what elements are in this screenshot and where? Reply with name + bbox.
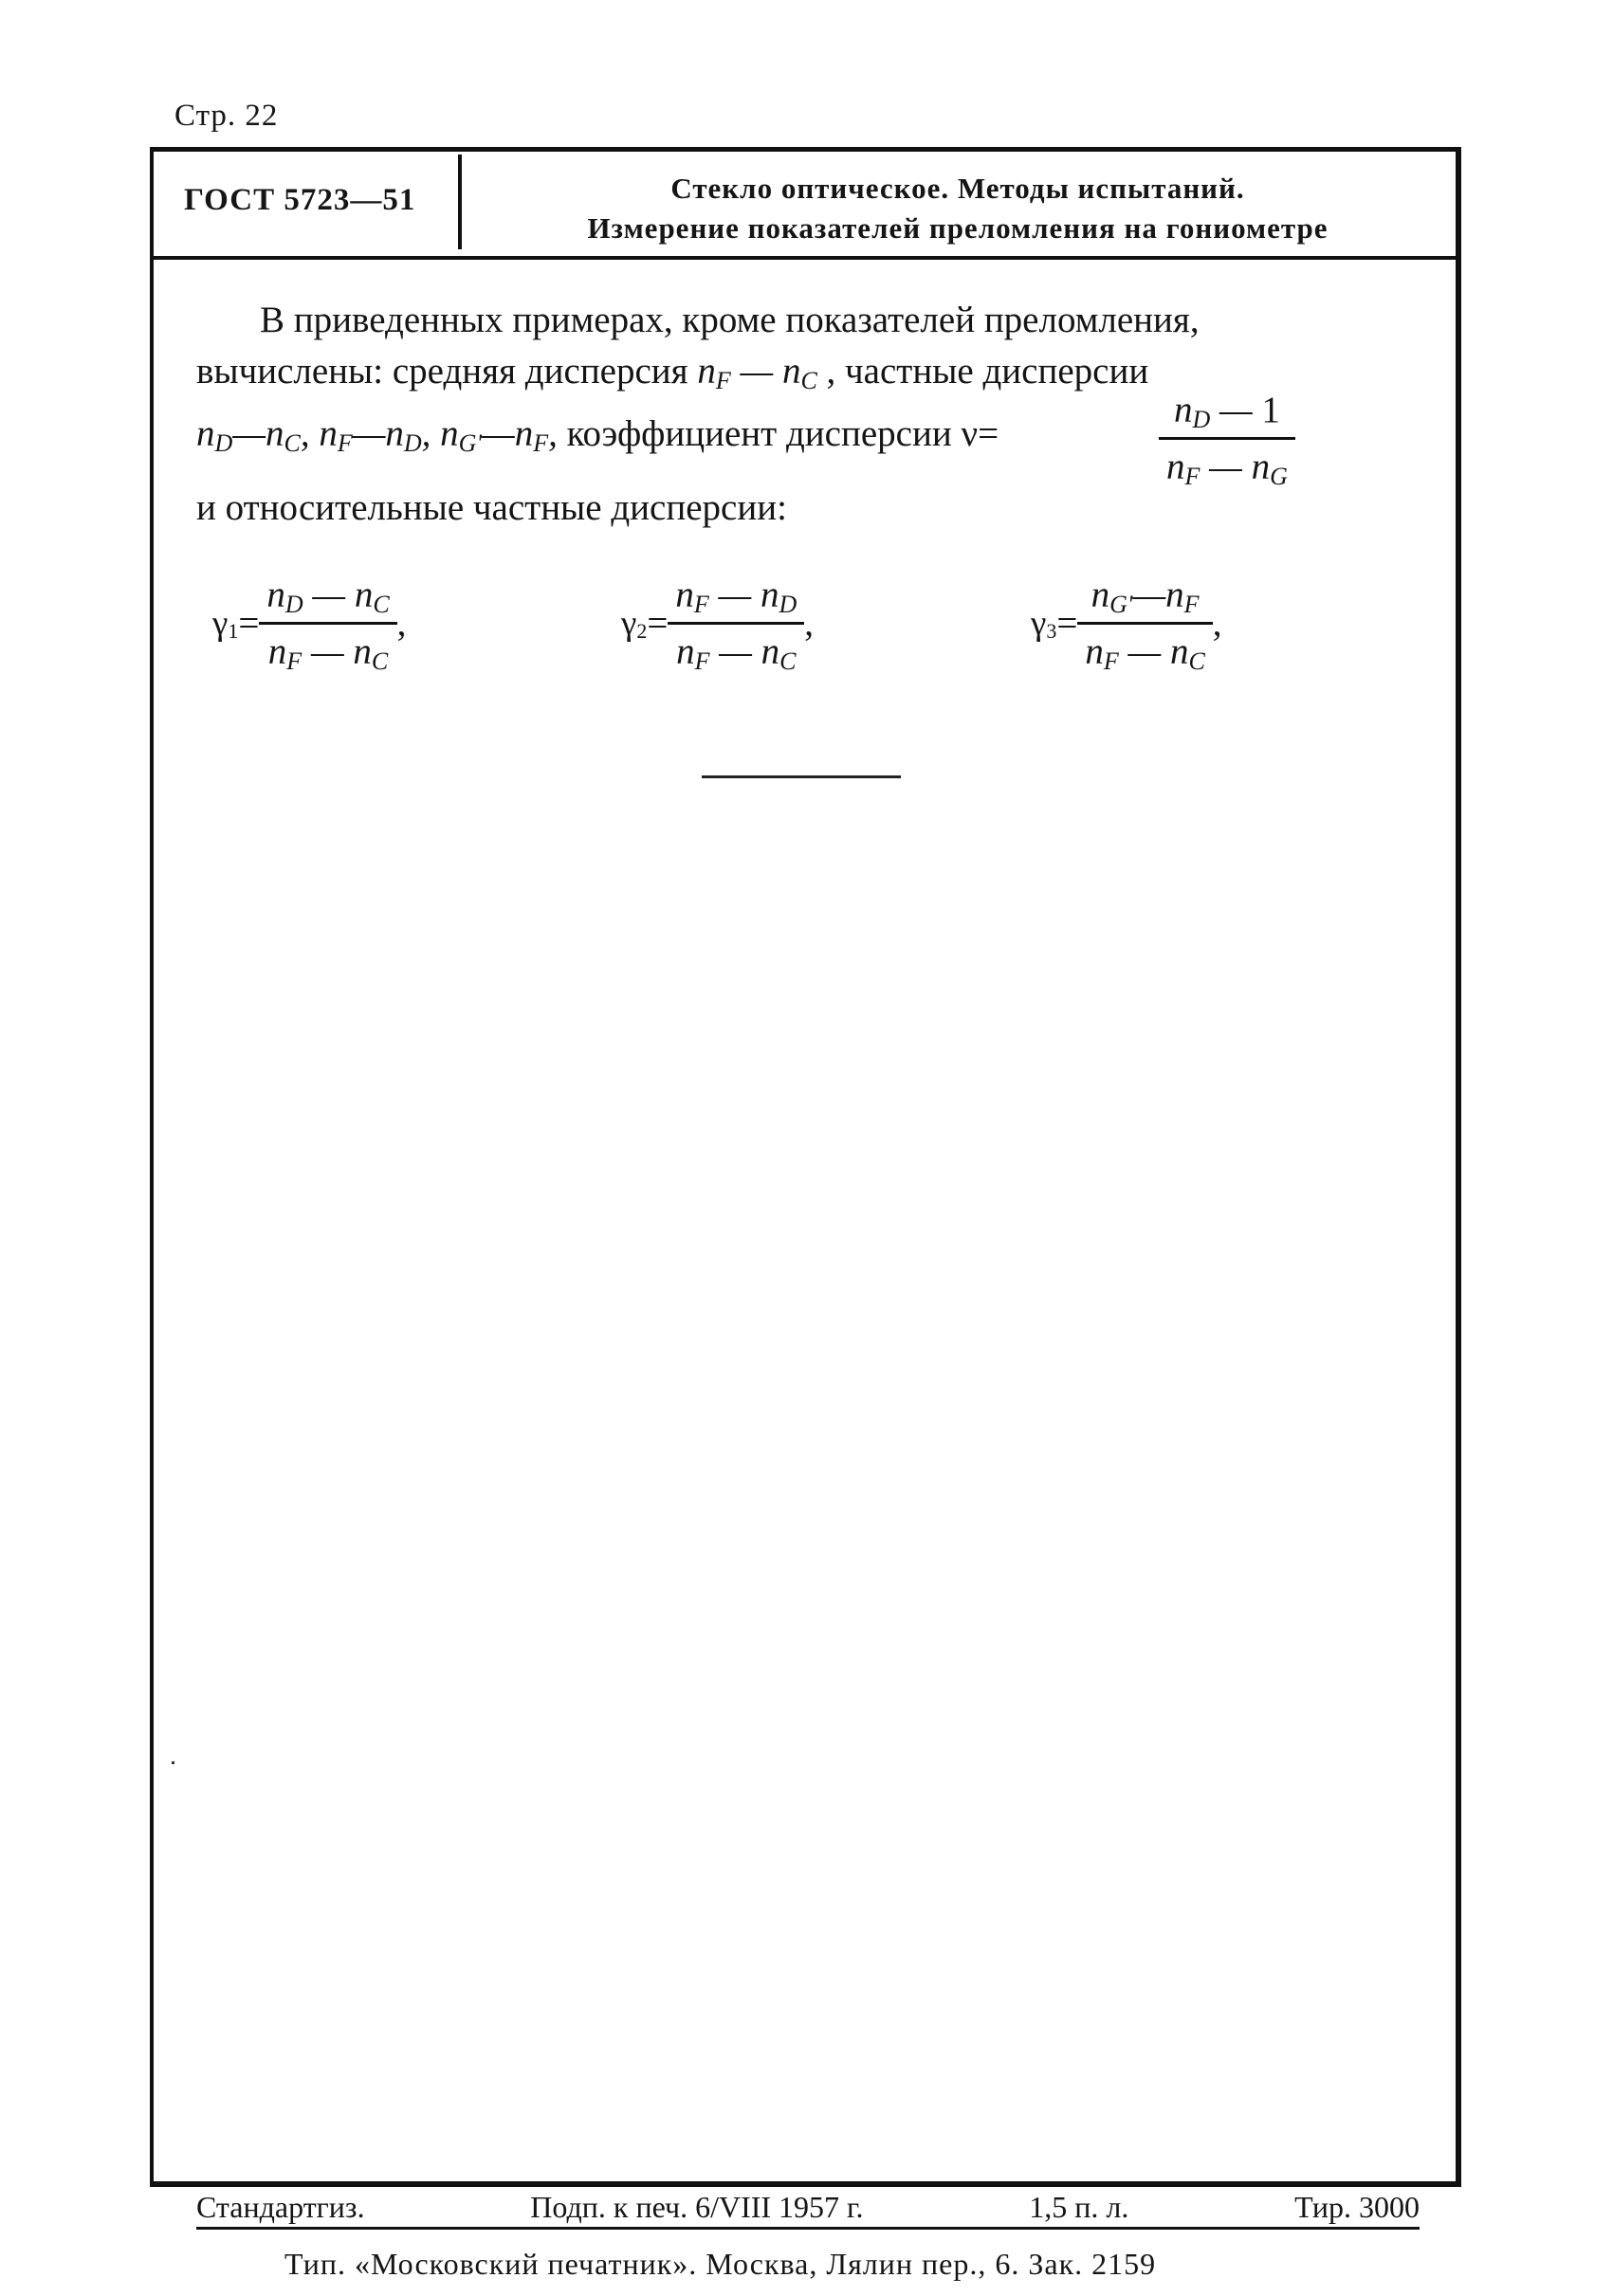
nu-symbol: ν	[961, 413, 979, 454]
imprint-print-run: Тир. 3000	[1294, 2190, 1420, 2224]
scan-speck	[172, 1761, 174, 1764]
page-number: Стр. 22	[174, 99, 279, 133]
body-line-4: и относительные частные дисперсии:	[196, 487, 787, 528]
imprint-publisher: Стандартгиз.	[196, 2190, 365, 2224]
body-line-1: В приведенных примерах, кроме показателей преломления,	[260, 300, 1200, 340]
body-line-3-text: коэффициент дисперсии	[566, 413, 962, 454]
header-title-line-1: Стекло оптическое. Методы испытаний.	[670, 172, 1245, 205]
imprint-sheets: 1,5 п. л.	[1029, 2190, 1129, 2224]
imprint-line-2: Тип. «Московский печатник». Москва, Лялин пер., 6. Зак. 2159	[284, 2247, 1157, 2281]
formula-dispersion-coefficient: $\frac{nD — 1}{nF — nG}$	[1159, 389, 1295, 488]
standard-code: ГОСТ 5723—51	[184, 183, 416, 217]
formula-gamma-3: γ 3 = $\frac{nG'—nF}{nF — nC}$ ,	[1031, 574, 1222, 675]
formula-gamma-1: γ 1 = $\frac{nD — nC}{nF — nC}$ ,	[212, 574, 407, 675]
imprint-signed: Подп. к печ. 6/VIII 1957 г.	[530, 2190, 864, 2224]
end-of-text-rule	[702, 775, 901, 778]
header-title-line-2: Измерение показателей преломления на гониометре	[587, 211, 1329, 245]
body-line-2-text-b: , частные дисперсии	[826, 351, 1149, 392]
header-title	[493, 169, 1422, 248]
imprint-line-1	[196, 2190, 1420, 2230]
formula-mean-dispersion: nF — nC	[697, 351, 817, 394]
header-divider	[458, 155, 462, 249]
formula-partial-dispersions: nD—nC, nF—nD, nG'—nF,	[196, 413, 558, 457]
body-line-2	[196, 347, 1148, 400]
header-rule	[150, 256, 1461, 260]
body-line-3: nD—nC, nF—nD, nG'—nF, коэффициент дисперсии ν=	[196, 413, 999, 457]
body-line-2-text-a: вычислены: средняя дисперсия	[196, 351, 698, 392]
formula-gamma-2: γ 2 = $\frac{nF — nD}{nF — nC}$ ,	[621, 574, 814, 675]
